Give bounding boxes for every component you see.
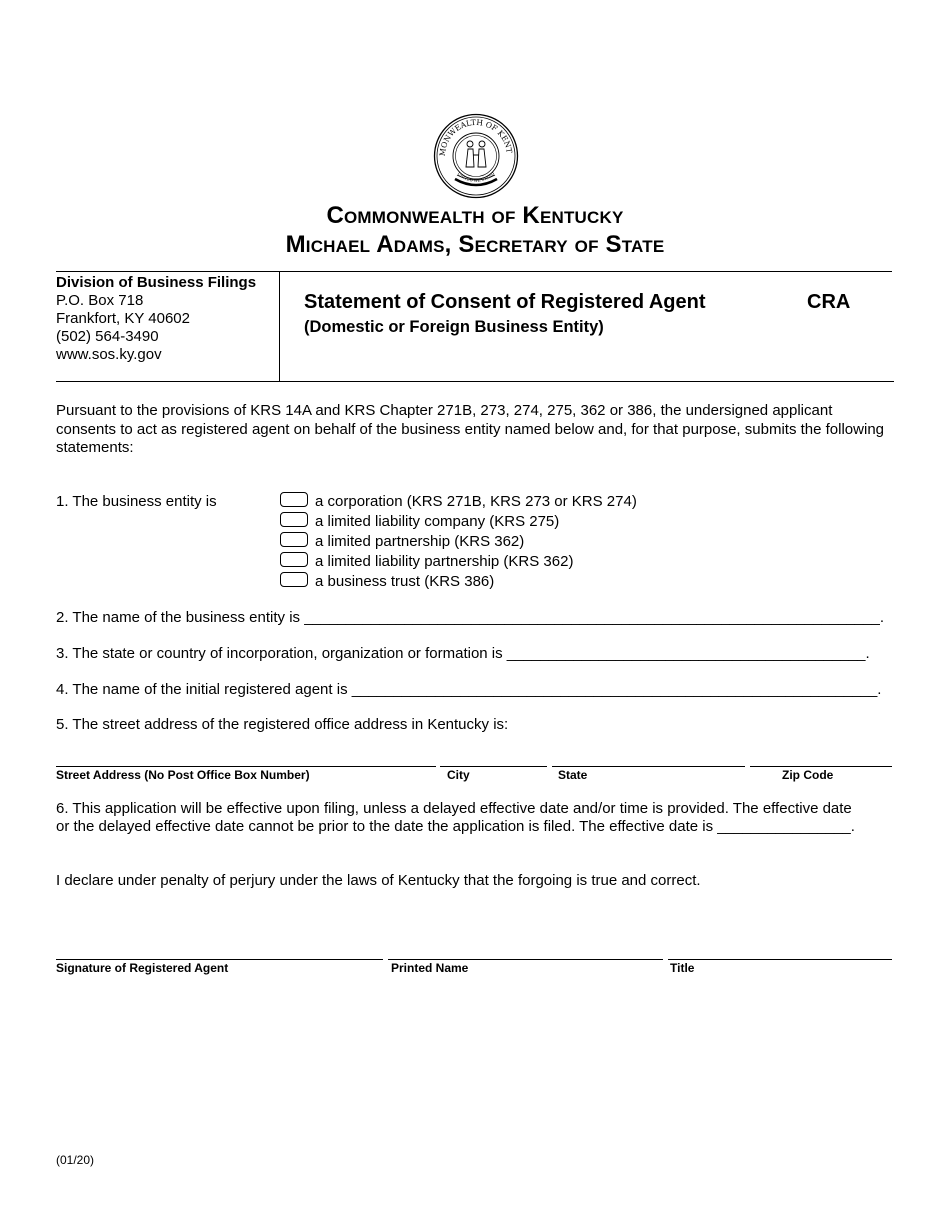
item6-line1: 6. This application will be effective upon filing, unless a delayed effective date and/or time is provided. The effective date: [56, 800, 852, 817]
signature-label: Signature of Registered Agent: [56, 961, 229, 975]
item2-label: 2. The name of the business entity is: [56, 609, 301, 626]
intro-paragraph: Pursuant to the provisions of KRS 14A and KRS Chapter 271B, 273, 274, 275, 362 or 386, the undersigned applicant consents to act as registered agent on behalf of the business entity named below and, for that purpose, submits the following statements:: [56, 402, 885, 456]
header-secretary: Michael Adams, Secretary of State: [285, 231, 665, 258]
phone-number: (502) 564-3490: [56, 328, 159, 345]
zip-line[interactable]: [750, 766, 892, 767]
bottom-rule: [56, 381, 894, 382]
declaration: I declare under penalty of perjury under the laws of Kentucky that the forgoing is true and correct.: [56, 872, 701, 889]
item2-row: [56, 609, 884, 626]
printed-name-label: Printed Name: [391, 961, 469, 975]
business-name-blank[interactable]: _____________________________________________________________________.: [304, 609, 884, 626]
item4-row: [56, 681, 881, 698]
item3-label: 3. The state or country of incorporation, organization or formation is: [56, 645, 503, 662]
signature-line[interactable]: [56, 959, 383, 960]
top-rule: [56, 271, 892, 272]
checkbox-corporation[interactable]: [280, 492, 308, 507]
city-state-zip: Frankfort, KY 40602: [56, 310, 190, 327]
state-seal: [433, 113, 519, 199]
checkbox-llp[interactable]: [280, 552, 308, 567]
city-line[interactable]: [440, 766, 547, 767]
street-address-line[interactable]: [56, 766, 436, 767]
state-line[interactable]: [552, 766, 745, 767]
office-address-block: [56, 274, 256, 364]
revision-date: (01/20): [56, 1153, 95, 1167]
item4-label: 4. The name of the initial registered agent is: [56, 681, 348, 698]
item1-label: 1. The business entity is: [56, 493, 217, 510]
city-label: City: [447, 768, 470, 782]
item5-label: 5. The street address of the registered office address in Kentucky is:: [56, 716, 509, 733]
state-label: State: [558, 768, 588, 782]
zip-label: Zip Code: [782, 768, 834, 782]
header-commonwealth: Commonwealth of Kentucky: [326, 202, 624, 229]
item6-line2: or the delayed effective date cannot be prior to the date the application is filed. The effective date is ________________.: [56, 818, 855, 835]
street-address-label: Street Address (No Post Office Box Number): [56, 768, 310, 782]
option-business-trust: a business trust (KRS 386): [315, 573, 495, 590]
printed-name-line[interactable]: [388, 959, 663, 960]
item3-row: [56, 645, 870, 662]
checkbox-business-trust[interactable]: [280, 572, 308, 587]
po-box: P.O. Box 718: [56, 292, 144, 309]
agent-name-blank[interactable]: _______________________________________________________________.: [351, 681, 882, 698]
website: www.sos.ky.gov: [56, 346, 162, 363]
form-subtitle: (Domestic or Foreign Business Entity): [304, 318, 604, 336]
seal-ring-text-top: MONWEALTH OF KENT: [437, 117, 514, 157]
checkbox-limited-partnership[interactable]: [280, 532, 308, 547]
seal-ring-text-bottom: UNITED WE STAND: [456, 170, 496, 183]
option-llp: a limited liability partnership (KRS 362): [315, 553, 574, 570]
option-llc: a limited liability company (KRS 275): [315, 513, 560, 530]
title-label: Title: [670, 961, 695, 975]
division-name: Division of Business Filings: [56, 274, 257, 291]
option-corporation: a corporation (KRS 271B, KRS 273 or KRS 274): [315, 493, 637, 510]
checkbox-llc[interactable]: [280, 512, 308, 527]
form-code: CRA: [807, 291, 851, 313]
kentucky-seal-icon: [433, 113, 519, 199]
form-title: Statement of Consent of Registered Agent: [304, 291, 706, 313]
title-line[interactable]: [668, 959, 892, 960]
option-limited-partnership: a limited partnership (KRS 362): [315, 533, 525, 550]
header-divider: [279, 271, 280, 381]
jurisdiction-blank[interactable]: ___________________________________________.: [506, 645, 870, 662]
